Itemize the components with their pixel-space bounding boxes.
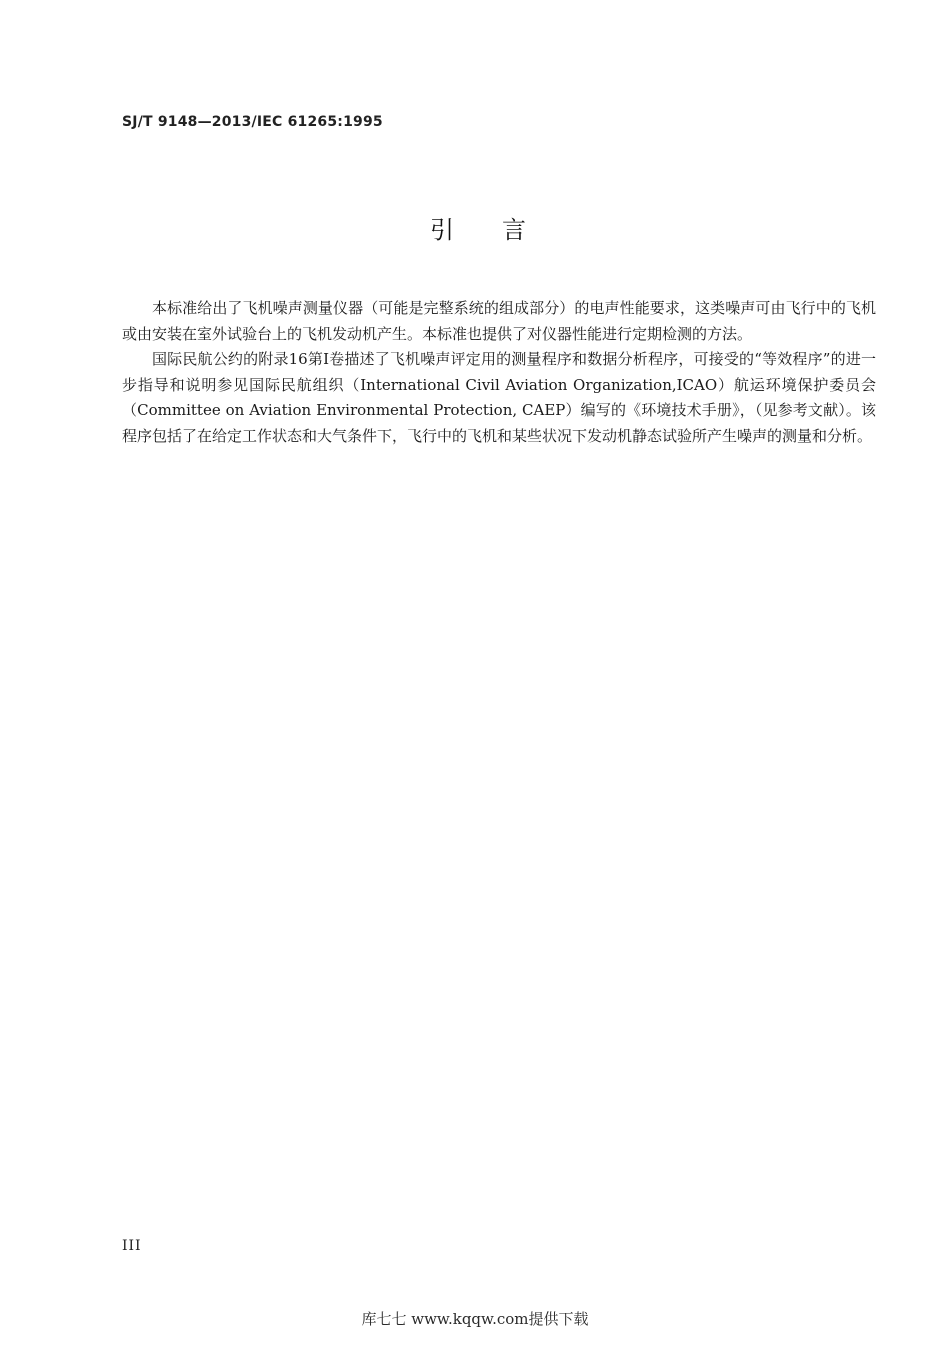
paragraph-1: 本标准给出了飞机噪声测量仪器（可能是完整系统的组成部分）的电声性能要求，这类噪声可由飞行中的飞机或由安装在室外试验台上的飞机发动机产生。本标准也提供了对仪器性能进行定期检测的方法。 xyxy=(122,299,876,343)
standard-number-header: SJ/T 9148—2013/IEC 61265:1995 xyxy=(122,114,383,130)
paragraph-2: 国际民航公约的附录16第Ⅰ卷描述了飞机噪声评定用的测量程序和数据分析程序，可接受的“等效程序”的进一步指导和说明参见国际民航组织（International Civil Aviation Organization,ICAO）航运环境保护委员会（Committee on Aviation Environmental Protection, CAEP）编写的《环境技术手册》，（见参考文献）。该程序包括了在给定工作状态和大气条件下，飞行中的飞机和某些状况下发动机静态试验所产生噪声的测量和分析。 xyxy=(122,350,876,445)
introduction-body xyxy=(122,296,876,449)
download-watermark: 库七七 www.kqqw.com提供下载 xyxy=(361,1310,589,1328)
section-title-text: 引 言 xyxy=(430,216,526,244)
page-number: III xyxy=(122,1238,142,1254)
section-title xyxy=(0,210,950,245)
